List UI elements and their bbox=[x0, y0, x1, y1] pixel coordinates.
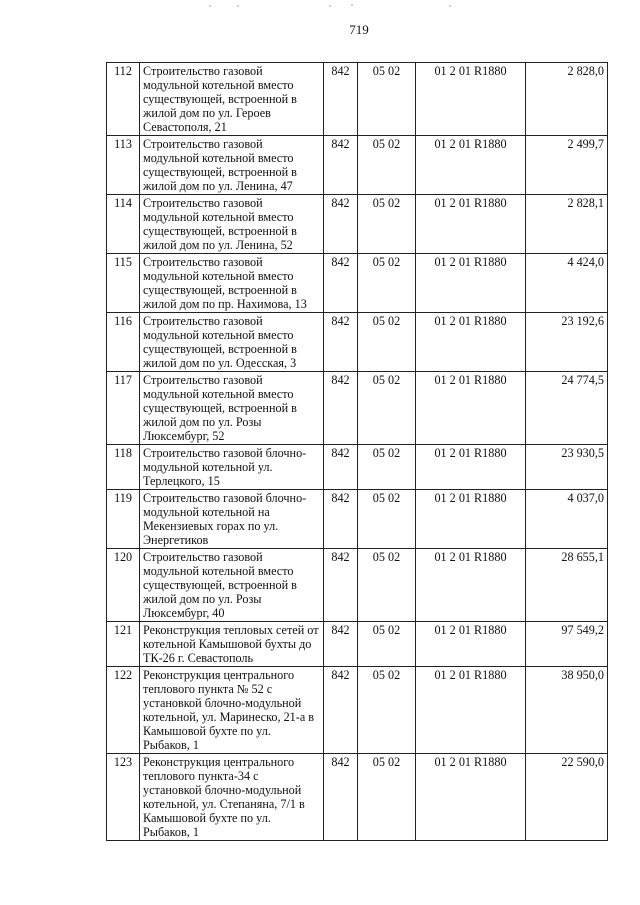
target-article-code: 01 2 01 R1880 bbox=[416, 667, 526, 754]
department-code: 842 bbox=[324, 195, 358, 254]
amount: 24 774,5 bbox=[526, 372, 608, 445]
table-row bbox=[107, 254, 608, 313]
table-row bbox=[107, 136, 608, 195]
target-article-code: 01 2 01 R1880 bbox=[416, 63, 526, 136]
object-name: Строительство газовой модульной котельной вместо существующей, встроенной в жилой дом по ул. Героев Севастополя, 21 bbox=[140, 63, 324, 136]
page-number: 719 bbox=[349, 22, 369, 37]
section-code: 05 02 bbox=[358, 667, 416, 754]
amount: 23 930,5 bbox=[526, 445, 608, 490]
target-article-code: 01 2 01 R1880 bbox=[416, 622, 526, 667]
section-code: 05 02 bbox=[358, 254, 416, 313]
amount: 2 499,7 bbox=[526, 136, 608, 195]
section-code: 05 02 bbox=[358, 445, 416, 490]
object-name: Строительство газовой модульной котельной вместо существующей, встроенной в жилой дом по ул. Розы Люксембург, 40 bbox=[140, 549, 324, 622]
department-code: 842 bbox=[324, 254, 358, 313]
object-name: Строительство газовой модульной котельной вместо существующей, встроенной в жилой дом по пр. Нахимова, 13 bbox=[140, 254, 324, 313]
department-code: 842 bbox=[324, 63, 358, 136]
target-article-code: 01 2 01 R1880 bbox=[416, 490, 526, 549]
section-code: 05 02 bbox=[358, 549, 416, 622]
amount: 2 828,1 bbox=[526, 195, 608, 254]
target-article-code: 01 2 01 R1880 bbox=[416, 254, 526, 313]
amount: 4 037,0 bbox=[526, 490, 608, 549]
scan-artifacts bbox=[0, 3, 640, 9]
amount: 38 950,0 bbox=[526, 667, 608, 754]
table-row bbox=[107, 667, 608, 754]
amount: 4 424,0 bbox=[526, 254, 608, 313]
section-code: 05 02 bbox=[358, 490, 416, 549]
row-number: 115 bbox=[107, 254, 140, 313]
department-code: 842 bbox=[324, 490, 358, 549]
department-code: 842 bbox=[324, 445, 358, 490]
object-name: Строительство газовой блочно-модульной котельной на Мекензиевых горах по ул. Энергетиков bbox=[140, 490, 324, 549]
row-number: 122 bbox=[107, 667, 140, 754]
target-article-code: 01 2 01 R1880 bbox=[416, 754, 526, 841]
department-code: 842 bbox=[324, 136, 358, 195]
row-number: 114 bbox=[107, 195, 140, 254]
table-row bbox=[107, 195, 608, 254]
row-number: 112 bbox=[107, 63, 140, 136]
object-name: Реконструкция тепловых сетей от котельной Камышовой бухты до ТК-26 г. Севастополь bbox=[140, 622, 324, 667]
department-code: 842 bbox=[324, 313, 358, 372]
object-name: Реконструкция центрального теплового пункта-34 с установкой блочно-модульной котельной, ул. Степаняна, 7/1 в Камышовой бухте по ул. Рыбаков, 1 bbox=[140, 754, 324, 841]
section-code: 05 02 bbox=[358, 622, 416, 667]
department-code: 842 bbox=[324, 667, 358, 754]
section-code: 05 02 bbox=[358, 136, 416, 195]
target-article-code: 01 2 01 R1880 bbox=[416, 195, 526, 254]
table-row bbox=[107, 754, 608, 841]
section-code: 05 02 bbox=[358, 313, 416, 372]
amount: 28 655,1 bbox=[526, 549, 608, 622]
department-code: 842 bbox=[324, 372, 358, 445]
row-number: 116 bbox=[107, 313, 140, 372]
section-code: 05 02 bbox=[358, 754, 416, 841]
row-number: 119 bbox=[107, 490, 140, 549]
object-name: Строительство газовой блочно-модульной котельной ул. Терлецкого, 15 bbox=[140, 445, 324, 490]
table-row bbox=[107, 549, 608, 622]
object-name: Строительство газовой модульной котельной вместо существующей, встроенной в жилой дом по ул. Одесская, 3 bbox=[140, 313, 324, 372]
table-row bbox=[107, 313, 608, 372]
department-code: 842 bbox=[324, 549, 358, 622]
object-name: Строительство газовой модульной котельной вместо существующей, встроенной в жилой дом по ул. Ленина, 52 bbox=[140, 195, 324, 254]
amount: 2 828,0 bbox=[526, 63, 608, 136]
target-article-code: 01 2 01 R1880 bbox=[416, 549, 526, 622]
object-name: Строительство газовой модульной котельной вместо существующей, встроенной в жилой дом по ул. Ленина, 47 bbox=[140, 136, 324, 195]
section-code: 05 02 bbox=[358, 195, 416, 254]
department-code: 842 bbox=[324, 622, 358, 667]
amount: 23 192,6 bbox=[526, 313, 608, 372]
target-article-code: 01 2 01 R1880 bbox=[416, 313, 526, 372]
object-name: Реконструкция центрального теплового пункта № 52 с установкой блочно-модульной котельной, ул. Маринеско, 21-а в Камышовой бухте по ул. Рыбаков, 1 bbox=[140, 667, 324, 754]
table-row bbox=[107, 490, 608, 549]
table-row bbox=[107, 372, 608, 445]
department-code: 842 bbox=[324, 754, 358, 841]
target-article-code: 01 2 01 R1880 bbox=[416, 445, 526, 490]
amount: 97 549,2 bbox=[526, 622, 608, 667]
row-number: 117 bbox=[107, 372, 140, 445]
row-number: 123 bbox=[107, 754, 140, 841]
target-article-code: 01 2 01 R1880 bbox=[416, 372, 526, 445]
object-name: Строительство газовой модульной котельной вместо существующей, встроенной в жилой дом по ул. Розы Люксембург, 52 bbox=[140, 372, 324, 445]
row-number: 121 bbox=[107, 622, 140, 667]
row-number: 118 bbox=[107, 445, 140, 490]
target-article-code: 01 2 01 R1880 bbox=[416, 136, 526, 195]
amount: 22 590,0 bbox=[526, 754, 608, 841]
budget-table bbox=[106, 62, 608, 841]
section-code: 05 02 bbox=[358, 372, 416, 445]
table-row bbox=[107, 622, 608, 667]
row-number: 120 bbox=[107, 549, 140, 622]
section-code: 05 02 bbox=[358, 63, 416, 136]
table-row bbox=[107, 445, 608, 490]
table-row bbox=[107, 63, 608, 136]
row-number: 113 bbox=[107, 136, 140, 195]
